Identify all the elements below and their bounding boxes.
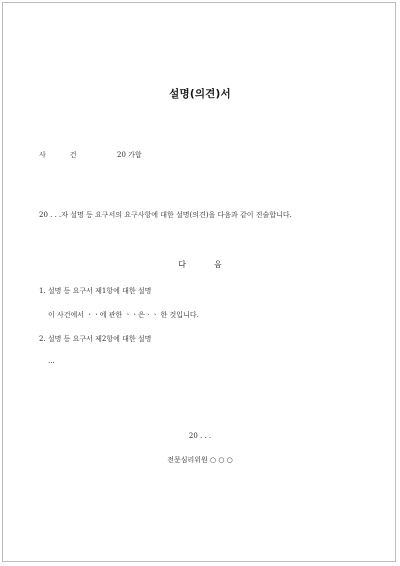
item-2-body: ... xyxy=(48,357,55,365)
signature-line: 전문심리위원 ○ ○ ○ xyxy=(167,456,233,464)
case-label: 사건 xyxy=(39,151,101,159)
case-number: 20 가합 xyxy=(117,151,142,159)
item-1-title: 1. 설명 등 요구서 제1항에 대한 설명 xyxy=(39,287,152,295)
document-title: 설명(의견)서 xyxy=(169,88,231,100)
item-1-body: 이 사건에서 ㆍㆍ에 관한 ㆍㆍ은ㆍㆍ 한 것입니다. xyxy=(48,311,199,319)
section-heading: 다음 xyxy=(178,260,250,269)
intro-statement: 20 . . .자 설명 등 요구서의 요구사항에 대한 설명(의견)을 다음과 같이 진술합니다. xyxy=(39,211,292,219)
item-2-title: 2. 설명 등 요구서 제2항에 대한 설명 xyxy=(39,335,152,343)
document-date: 20 . . . xyxy=(188,432,212,440)
